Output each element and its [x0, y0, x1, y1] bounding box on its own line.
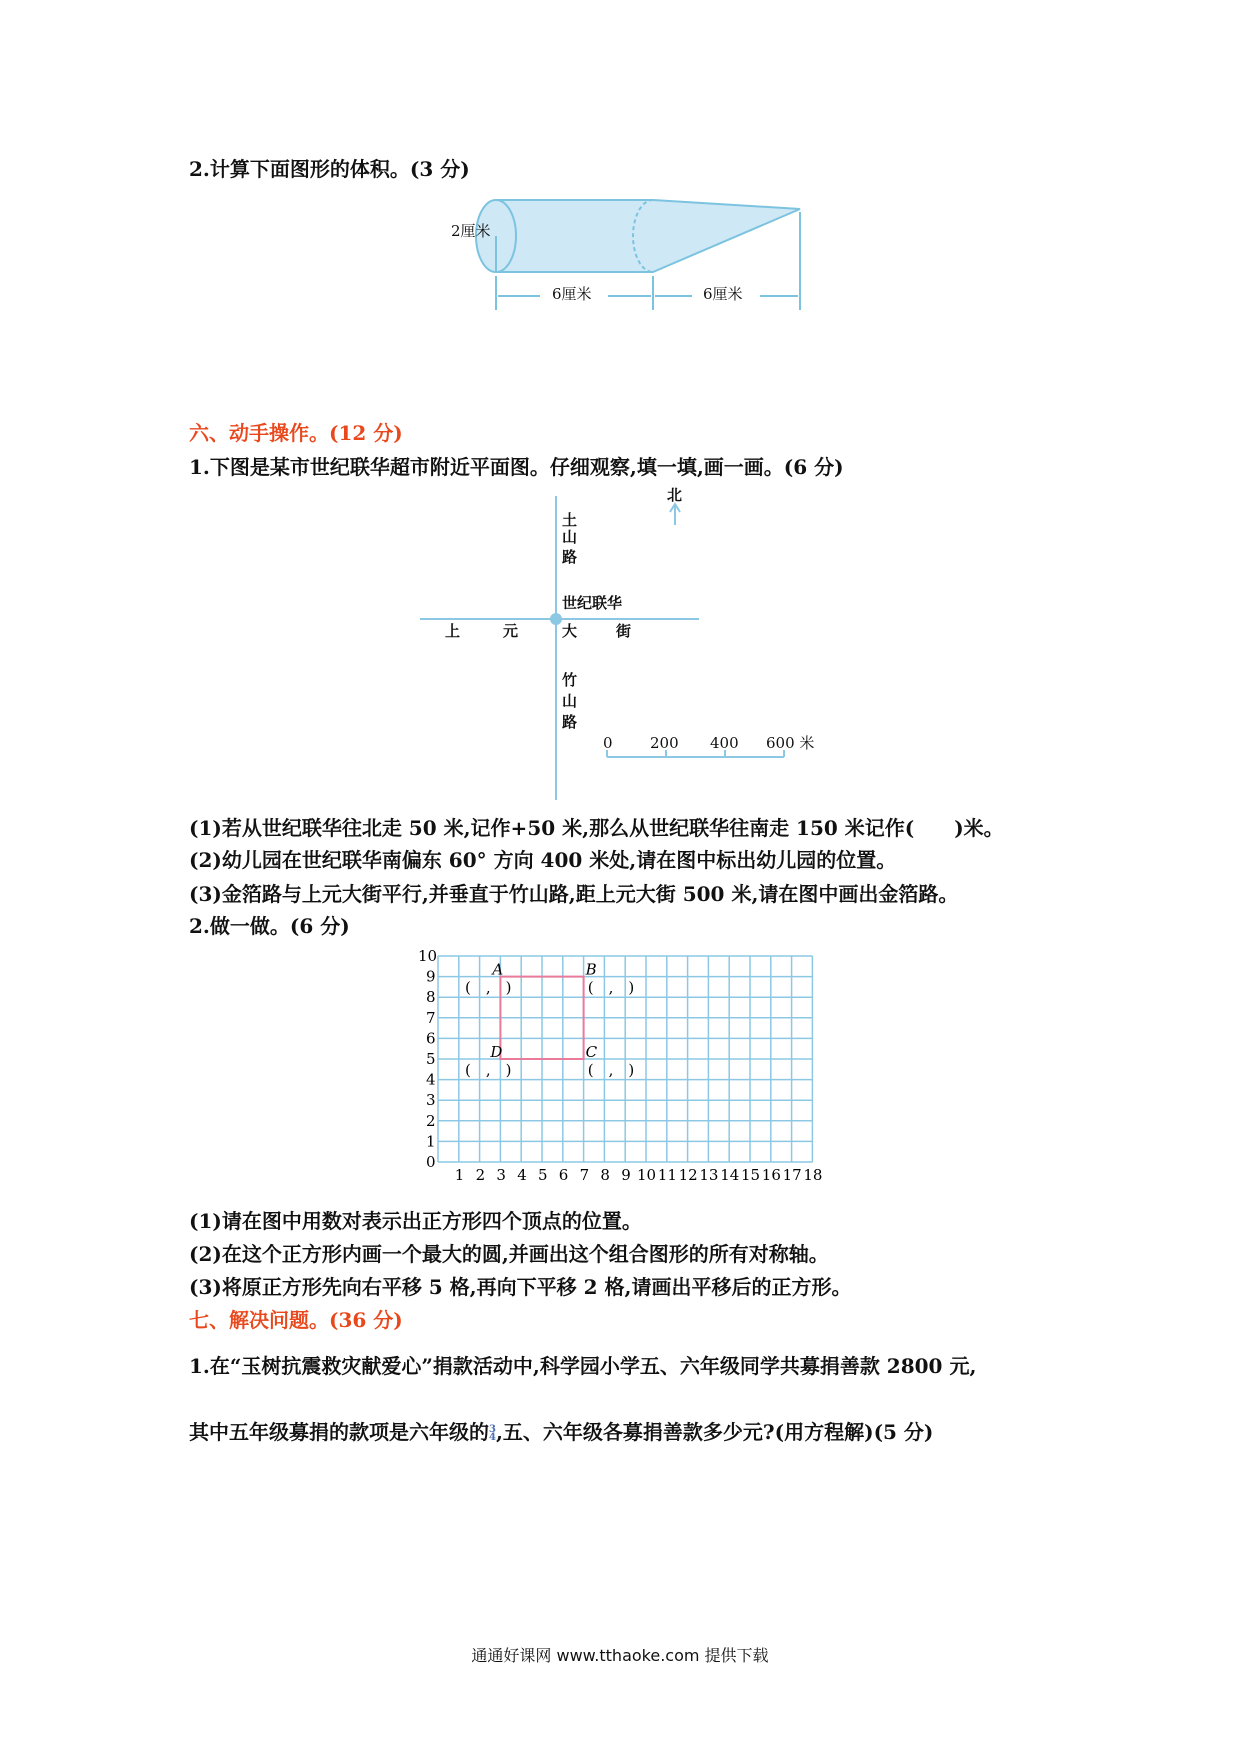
coordinate-blank-B: ( , ) — [587, 978, 635, 997]
street-char-3: 大 — [562, 622, 578, 640]
street-char-1: 上 — [445, 622, 461, 640]
coordinate-grid — [418, 947, 822, 1184]
y-tick-label: 8 — [426, 988, 436, 1007]
x-tick-label: 15 — [741, 1166, 761, 1184]
q6-2-title: 2.做一做。(6 分) — [189, 914, 350, 938]
q7-1-line2b: ,五、六年级各募捐善款多少元?(用方程解)(5 分) — [495, 1420, 934, 1444]
q6-1-title: 1.下图是某市世纪联华超市附近平面图。仔细观察,填一填,画一画。(6 分) — [189, 455, 844, 479]
q6-2-item-3: (3)将原正方形先向右平移 5 格,再向下平移 2 格,请画出平移后的正方形。 — [189, 1275, 852, 1299]
scale-0: 0 — [603, 734, 613, 752]
q6-1-item-2: (2)幼儿园在世纪联华南偏东 60° 方向 400 米处,请在图中标出幼儿园的位置。 — [189, 848, 897, 872]
scale-400: 400 — [710, 734, 739, 752]
street-map — [420, 496, 784, 800]
q7-1-line2 — [189, 1422, 933, 1442]
north-label: 北 — [667, 486, 683, 504]
cylinder-cone-figure — [476, 200, 800, 310]
road-south-2: 山 — [562, 692, 578, 710]
section6-title: 六、动手操作。(12 分) — [189, 421, 403, 445]
x-tick-label: 5 — [538, 1166, 548, 1184]
landmark-label: 世纪联华 — [562, 594, 623, 612]
y-tick-label: 6 — [426, 1029, 436, 1048]
q6-2-item-2: (2)在这个正方形内画一个最大的圆,并画出这个组合图形的所有对称轴。 — [189, 1242, 829, 1266]
y-tick-label: 5 — [426, 1050, 436, 1068]
footer: 通通好课网 www.tthaoke.com 提供下载 — [471, 1646, 769, 1665]
vertex-label-A: A — [492, 960, 504, 979]
x-tick-label: 17 — [782, 1166, 802, 1184]
q7-1-line1: 1.在“玉树抗震救灾献爱心”捐款活动中,科学园小学五、六年级同学共募捐善款 2800 元, — [189, 1354, 977, 1378]
x-tick-label: 1 — [454, 1166, 465, 1184]
y-tick-label: 4 — [426, 1070, 436, 1089]
q7-1-line2a: 其中五年级募捐的款项是六年级的 — [189, 1420, 489, 1444]
x-tick-label: 6 — [558, 1166, 569, 1184]
x-tick-label: 7 — [579, 1166, 590, 1184]
q2-title: 2.计算下面图形的体积。(3 分) — [189, 157, 470, 181]
x-tick-label: 16 — [761, 1166, 781, 1184]
vertex-label-C: C — [585, 1043, 598, 1061]
x-tick-label: 18 — [803, 1166, 823, 1184]
y-tick-label: 7 — [426, 1008, 436, 1027]
y-tick-label: 10 — [418, 947, 438, 965]
street-char-2: 元 — [503, 622, 519, 640]
cone-length-label: 6厘米 — [703, 285, 743, 303]
x-tick-label: 10 — [637, 1166, 657, 1184]
x-tick-label: 2 — [475, 1166, 486, 1184]
x-tick-label: 4 — [517, 1166, 527, 1184]
x-tick-label: 8 — [600, 1166, 610, 1184]
road-north-1: 土 — [562, 511, 578, 529]
vertex-label-B: B — [585, 960, 597, 979]
x-tick-label: 11 — [657, 1166, 677, 1184]
coordinate-blank-C: ( , ) — [587, 1061, 635, 1079]
fraction — [489, 1423, 496, 1443]
x-tick-label: 14 — [720, 1166, 740, 1184]
y-tick-label: 3 — [426, 1091, 436, 1110]
x-tick-label: 12 — [678, 1166, 698, 1184]
fraction-denominator: 4 — [489, 1431, 496, 1443]
scale-600: 600 米 — [766, 734, 815, 752]
road-south-3: 路 — [562, 713, 578, 731]
road-south-1: 竹 — [562, 671, 578, 689]
scale-200: 200 — [650, 734, 679, 752]
radius-label: 2厘米 — [451, 222, 491, 240]
coordinate-blank-D: ( , ) — [465, 1061, 512, 1079]
q6-2-item-1: (1)请在图中用数对表示出正方形四个顶点的位置。 — [189, 1209, 642, 1233]
road-north-3: 路 — [562, 548, 578, 566]
section7-title: 七、解决问题。(36 分) — [189, 1308, 403, 1332]
cylinder-length-label: 6厘米 — [552, 285, 592, 303]
road-north-2: 山 — [562, 528, 578, 546]
y-tick-label: 9 — [426, 967, 436, 986]
fraction-numerator: 3 — [489, 1423, 496, 1435]
y-tick-label: 1 — [426, 1132, 436, 1151]
y-tick-label: 2 — [426, 1111, 436, 1130]
x-tick-label: 9 — [621, 1166, 631, 1184]
y-tick-label: 0 — [426, 1153, 436, 1171]
x-tick-label: 13 — [699, 1166, 719, 1184]
q6-1-item-3: (3)金箔路与上元大街平行,并垂直于竹山路,距上元大街 500 米,请在图中画出金箔路。 — [189, 882, 959, 906]
x-tick-label: 3 — [496, 1166, 506, 1184]
vertex-label-D: D — [490, 1043, 503, 1061]
coordinate-blank-A: ( , ) — [465, 978, 512, 997]
street-char-4: 街 — [616, 622, 632, 640]
q6-1-item-1: (1)若从世纪联华往北走 50 米,记作+50 米,那么从世纪联华往南走 150 米记作( )米。 — [189, 816, 1004, 840]
